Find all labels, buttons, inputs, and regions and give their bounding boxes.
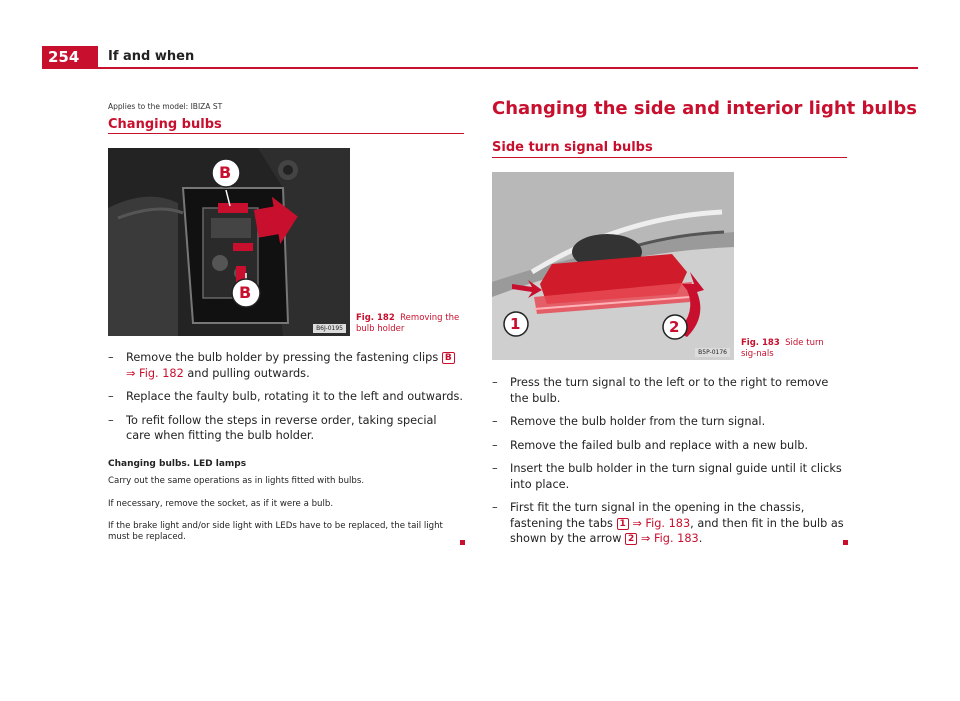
step-text: Remove the bulb holder by pressing the fastening clips xyxy=(126,351,442,364)
list-item xyxy=(492,438,847,454)
figure-183-caption xyxy=(741,338,836,360)
applies-to-note: Applies to the model: IBIZA ST xyxy=(108,102,223,111)
figure-label-2: 2 xyxy=(669,318,680,336)
step-text: Remove the bulb holder from the turn signal. xyxy=(510,415,766,428)
callout-badge-1: 1 xyxy=(617,518,629,530)
heading-rule xyxy=(108,133,464,134)
right-steps-list xyxy=(492,375,847,555)
figure-link[interactable]: ⇒ Fig. 183 xyxy=(632,516,691,530)
heading-rule xyxy=(492,157,847,158)
left-steps-list xyxy=(108,350,463,452)
caption-number: Fig. 182 xyxy=(356,313,395,323)
list-item xyxy=(108,350,463,381)
figure-code: B6J-0195 xyxy=(313,324,346,333)
subheading-led-lamps: Changing bulbs. LED lamps xyxy=(108,459,247,469)
end-of-section-marker xyxy=(460,540,465,545)
section-heading-changing-bulbs: Changing bulbs xyxy=(108,117,222,132)
caption-number: Fig. 183 xyxy=(741,338,780,348)
step-text: Press the turn signal to the left or to the right to remove the bulb. xyxy=(510,376,829,405)
step-text: and pulling outwards. xyxy=(183,366,310,380)
figure-label-1: 1 xyxy=(510,315,521,333)
step-text: Insert the bulb holder in the turn signal guide until it clicks into place. xyxy=(510,462,842,491)
callout-badge-b: B xyxy=(442,352,455,364)
step-text: To refit follow the steps in reverse order, taking special care when fitting the bulb holder. xyxy=(126,413,437,442)
step-text: , and then fit in the bulb as shown by the arrow xyxy=(510,516,844,545)
figure-182-caption xyxy=(356,313,461,335)
step-text: Replace the faulty bulb, rotating it to the left and outwards. xyxy=(126,390,463,403)
list-item xyxy=(108,413,463,444)
paragraph: If necessary, remove the socket, as if it were a bulb. xyxy=(108,499,334,509)
figure-183-image xyxy=(492,172,734,360)
figure-link[interactable]: ⇒ Fig. 182 xyxy=(126,366,184,380)
page-number: 254 xyxy=(42,46,98,68)
step-text: First fit the turn signal in the opening in the chassis, fastening the tabs xyxy=(510,501,805,530)
list-item xyxy=(108,389,463,405)
caption-text: Side turn sig-nals xyxy=(741,338,824,359)
callout-badge-2: 2 xyxy=(625,533,637,545)
paragraph: If the brake light and/or side light with LEDs have to be replaced, the tail light must be replaced. xyxy=(108,521,443,542)
end-of-section-marker xyxy=(843,540,848,545)
list-item xyxy=(492,461,847,492)
figure-182-image xyxy=(108,148,350,336)
step-text: . xyxy=(698,532,703,545)
paragraph: Carry out the same operations as in lights fitted with bulbs. xyxy=(108,476,365,486)
header-rule xyxy=(42,67,918,69)
step-text: Remove the failed bulb and replace with a new bulb. xyxy=(510,438,809,452)
figure-label-b-top: B xyxy=(219,163,232,182)
figure-label-b-bottom: B xyxy=(239,283,252,302)
chapter-title: Changing the side and interior light bulbs xyxy=(492,98,917,119)
list-item xyxy=(492,500,847,547)
running-header: If and when xyxy=(108,49,195,64)
section-heading-side-turn-signal: Side turn signal bulbs xyxy=(492,140,653,155)
list-item xyxy=(492,414,847,430)
turn-signal-illustration xyxy=(492,172,734,360)
figure-link[interactable]: ⇒ Fig. 183 xyxy=(640,532,699,545)
figure-code: B5P-0176 xyxy=(695,348,730,357)
caption-text: Removing the bulb holder xyxy=(356,313,460,334)
list-item xyxy=(492,375,847,406)
